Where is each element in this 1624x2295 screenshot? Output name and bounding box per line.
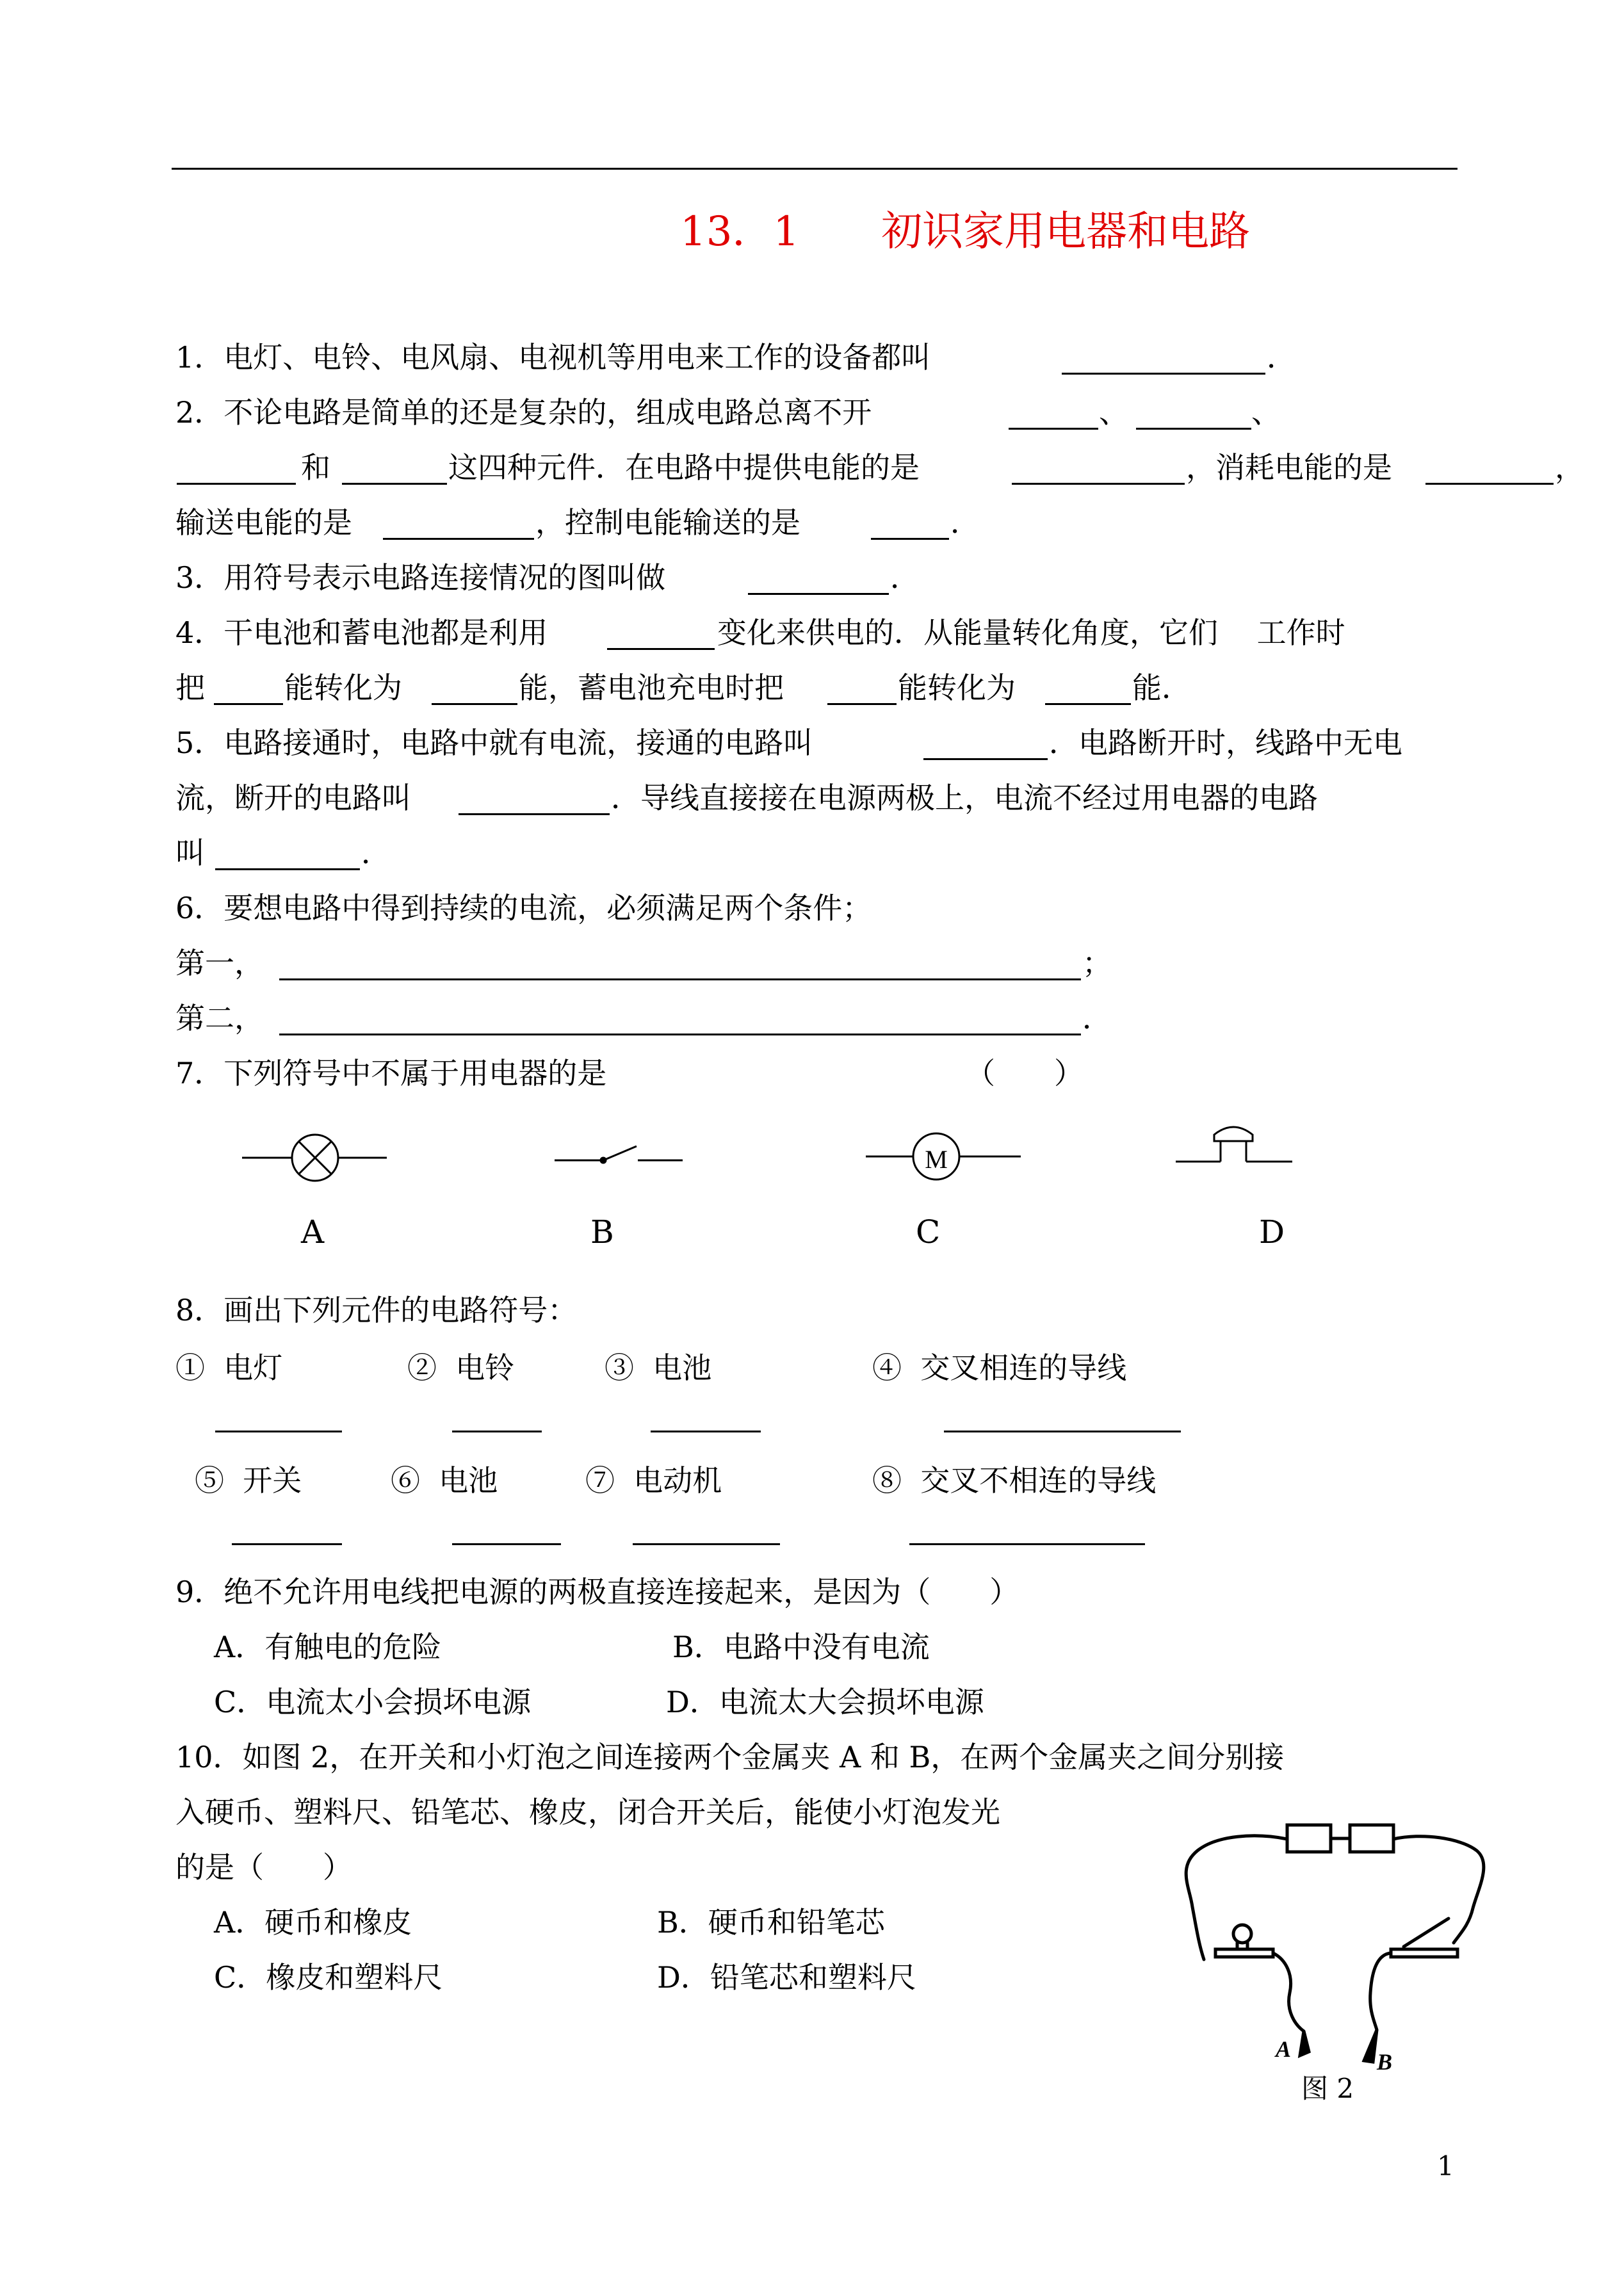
q6-second-end: ．: [1082, 1001, 1112, 1035]
page-title: 13．1 初识家用电器和电路: [680, 208, 1251, 255]
motor-label: M: [925, 1145, 948, 1174]
q8-text: 8．画出下列元件的电路符号：: [175, 1293, 578, 1327]
q8-item-3: ③ 电池: [605, 1350, 712, 1385]
q7-text: 7．下列符号中不属于用电器的是: [175, 1056, 607, 1091]
q7-option-c[interactable]: C: [916, 1213, 941, 1251]
q8-item-1: ① 电灯: [175, 1350, 283, 1385]
q6-first-end: ；: [1082, 946, 1112, 980]
q2-line3: 输送电能的是: [175, 505, 352, 540]
q2-end: ．: [950, 505, 980, 540]
clip-a-label: A: [1276, 2036, 1292, 2062]
q10-option-b[interactable]: B．硬币和铅笔芯: [657, 1905, 885, 1940]
q5-line3: 叫: [175, 836, 205, 870]
q9-text: 9．绝不允许用电线把电源的两极直接连接起来，是因为（ ）: [175, 1575, 1019, 1609]
q4-line1b: 变化来供电的．从能量转化角度，它们 工作时: [717, 615, 1345, 650]
q10-line2: 入硬币、塑料尺、铅笔芯、橡皮，闭合开关后，能使小灯泡发光: [175, 1795, 1000, 1829]
q5-line1b: ．电路断开时，线路中无电: [1049, 726, 1402, 760]
q2-control: ，控制电能输送的是: [535, 505, 800, 540]
q8-item-7: ⑦ 电动机: [585, 1463, 722, 1498]
q4-line2b: 能转化为: [284, 670, 402, 705]
q3-text: 3．用符号表示电路连接情况的图叫做: [175, 560, 666, 595]
q8-item-8: ⑧ 交叉不相连的导线: [872, 1463, 1157, 1498]
q2-comma: ，: [1555, 450, 1584, 485]
q10-line3: 的是（ ）: [175, 1850, 352, 1885]
q10-line1: 10．如图 2，在开关和小灯泡之间连接两个金属夹 A 和 B，在两个金属夹之间分别接: [175, 1740, 1285, 1774]
q10-option-d[interactable]: D．铅笔芯和塑料尺: [657, 1960, 916, 1995]
switch-lever-icon: [1404, 1918, 1449, 1947]
q5-line1: 5．电路接通时，电路中就有电流，接通的电路叫: [175, 726, 813, 760]
q1-text: 1．电灯、电铃、电风扇、电视机等用电来工作的设备都叫: [175, 340, 931, 375]
q9-option-d[interactable]: D．电流太大会损坏电源: [666, 1685, 984, 1719]
q7-option-b[interactable]: B: [590, 1213, 614, 1251]
q8-item-2: ② 电铃: [407, 1350, 515, 1385]
q7-answer-paren[interactable]: （ ）: [966, 1056, 1084, 1091]
q6-first: 第一，: [175, 946, 264, 980]
q7-option-a[interactable]: A: [301, 1213, 325, 1251]
q2-line2: 这四种元件．在电路中提供电能的是: [448, 450, 920, 485]
q9-option-b[interactable]: B．电路中没有电流: [672, 1630, 930, 1664]
q9-option-c[interactable]: C．电流太小会损坏电源: [214, 1685, 532, 1719]
q3-end: ．: [890, 560, 920, 595]
lamp-base-icon: [1215, 1949, 1273, 1957]
battery-cell-icon: [1287, 1825, 1331, 1852]
q2-sep: 、: [1251, 395, 1281, 430]
figure-caption: 图 2: [1301, 2073, 1354, 2104]
q5-line2: 流，断开的电路叫: [175, 781, 411, 815]
bulb-icon: [1233, 1925, 1251, 1943]
q10-option-c[interactable]: C．橡皮和塑料尺: [214, 1960, 443, 1995]
q9-option-a[interactable]: A．有触电的危险: [214, 1630, 442, 1664]
q8-item-5: ⑤ 开关: [195, 1463, 302, 1498]
q8-item-6: ⑥ 电池: [391, 1463, 498, 1498]
q6-text: 6．要想电路中得到持续的电流，必须满足两个条件；: [175, 891, 872, 925]
q7-option-d[interactable]: D: [1259, 1213, 1285, 1251]
q2-line1: 2．不论电路是简单的还是复杂的，组成电路总离不开: [175, 395, 872, 430]
q2-and: 和: [301, 450, 330, 485]
clip-b-label: B: [1377, 2049, 1393, 2075]
page-number: 1: [1437, 2150, 1454, 2182]
q5-line2b: ．导线直接接在电源两极上，电流不经过用电器的电路: [611, 781, 1318, 815]
q5-end: ．: [361, 836, 391, 870]
battery-cell-icon: [1350, 1825, 1393, 1852]
q4-line2c: 能，蓄电池充电时把: [519, 670, 784, 705]
q6-second: 第二，: [175, 1001, 264, 1035]
q4-line2d: 能转化为: [898, 670, 1016, 705]
q1-end: ．: [1267, 340, 1296, 375]
q4-line1: 4．干电池和蓄电池都是利用: [175, 615, 548, 650]
q10-option-a[interactable]: A．硬币和橡皮: [214, 1905, 412, 1940]
q8-item-4: ④ 交叉相连的导线: [872, 1350, 1127, 1385]
q2-consume: ，消耗电能的是: [1186, 450, 1392, 485]
q2-sep: 、: [1099, 395, 1128, 430]
switch-base-icon: [1391, 1949, 1458, 1957]
q4-line2: 把: [175, 670, 205, 705]
q4-line2e: 能．: [1132, 670, 1191, 705]
